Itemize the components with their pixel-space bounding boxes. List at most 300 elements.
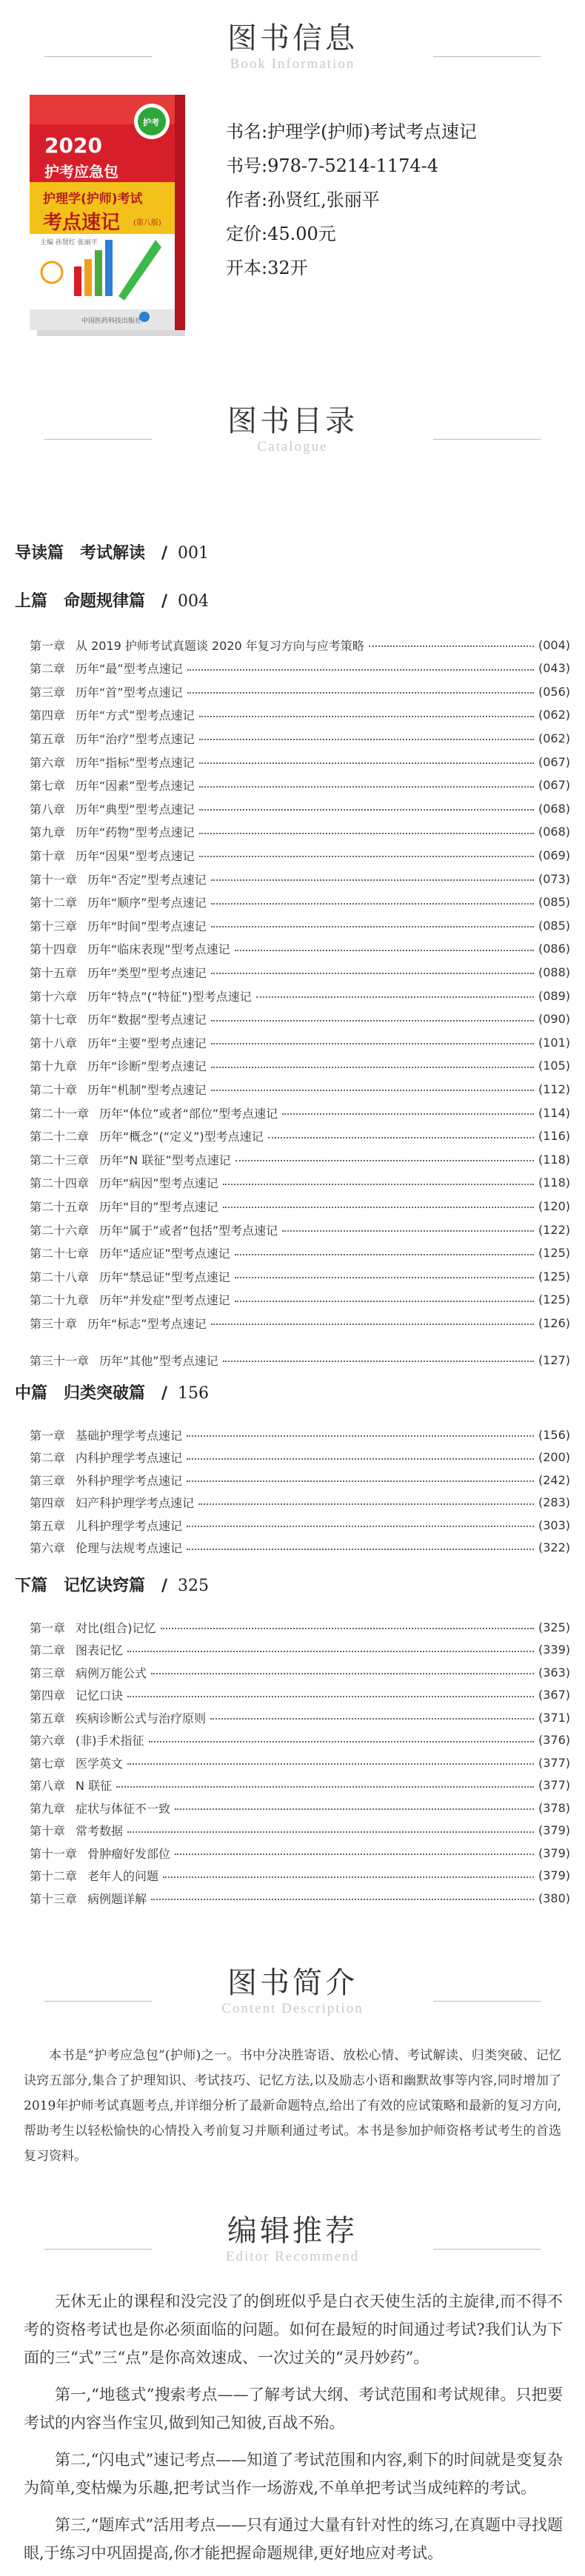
toc-chapter-row	[30, 1866, 570, 1885]
toc-chapter-title: 历年“方式”型考点速记	[76, 708, 195, 723]
toc-chapter-title: 历年“类型”型考点速记	[87, 965, 207, 980]
toc-chapter-number: 第十三章	[30, 1891, 78, 1906]
toc-chapter-number: 第三章	[30, 1473, 66, 1488]
toc-leader-dots	[223, 1184, 534, 1185]
toc-chapter-number: 第二十三章	[30, 1153, 90, 1167]
toc-chapter-title: 历年“时间”型考点速记	[87, 919, 207, 933]
toc-chapter-number: 第六章	[30, 1734, 66, 1748]
toc-part-title: 上篇 命题规律篇 /	[15, 591, 168, 611]
toc-chapter-row	[30, 1776, 570, 1795]
toc-chapter-title: 从 2019 护师考试真题谈 2020 年复习方向与应考策略	[76, 638, 364, 653]
toc-chapter-page: (371)	[538, 1710, 570, 1725]
toc-leader-dots	[199, 809, 534, 811]
cover-publisher: 中国医药科技出版社	[81, 318, 142, 325]
toc-chapter-number: 第十五章	[30, 965, 78, 980]
toc-leader-dots	[210, 1718, 534, 1720]
toc-chapter-title: 历年“病因”型考点速记	[99, 1176, 218, 1191]
toc-chapter-row	[30, 1515, 570, 1534]
info-format-label: 开本:	[226, 258, 268, 278]
toc-chapter-row	[30, 1425, 570, 1444]
toc-chapter-row	[30, 1267, 570, 1286]
toc-chapter-row	[30, 1708, 570, 1727]
toc-part-page: 156	[178, 1384, 210, 1403]
info-isbn: 978-7-5214-1174-4	[267, 155, 439, 176]
toc-chapter-page: (377)	[538, 1755, 570, 1770]
toc-chapter-number: 第十六章	[30, 989, 78, 1004]
toc-chapter-number: 第十四章	[30, 942, 78, 957]
toc-chapter-page: (086)	[538, 942, 570, 956]
toc-chapter-number: 第四章	[30, 1688, 66, 1703]
toc-leader-dots	[127, 1651, 534, 1652]
toc-chapter-number: 第二十六章	[30, 1223, 90, 1238]
toc-chapter-number: 第二十五章	[30, 1199, 90, 1214]
toc-chapter-title: 历年“最”型考点速记	[76, 662, 183, 677]
toc-chapter-row	[30, 1056, 570, 1076]
toc-chapter-page: (125)	[538, 1269, 570, 1284]
toc-leader-dots	[268, 1137, 534, 1138]
section-header-info	[0, 21, 585, 73]
toc-chapter-row	[30, 1196, 570, 1215]
section-subtitle: Catalogue	[257, 439, 328, 455]
toc-chapter-row	[30, 752, 570, 771]
toc-chapter-page: (122)	[538, 1222, 570, 1237]
divider	[433, 439, 541, 440]
toc-chapter-row	[30, 1753, 570, 1772]
toc-leader-dots	[211, 1324, 534, 1325]
toc-part-heading	[15, 1573, 209, 1596]
toc-chapter-number: 第三章	[30, 685, 66, 700]
toc-chapter-row	[30, 1150, 570, 1169]
toc-chapter-page: (068)	[538, 825, 570, 839]
toc-chapter-number: 第二章	[30, 662, 66, 677]
cover-title1: 护理学(护师)考试	[43, 192, 143, 207]
toc-chapter-number: 第六章	[30, 755, 66, 770]
toc-leader-dots	[199, 739, 534, 740]
toc-chapter-page: (303)	[538, 1517, 570, 1532]
toc-chapter-page: (380)	[538, 1891, 570, 1905]
toc-chapter-number: 第四章	[30, 1496, 66, 1510]
toc-part-heading	[15, 588, 209, 611]
recommend-paragraph-2: 第一,“地毯式”搜索考点——了解考试大纲、考试范围和考试规律。只把要考试的内容当作宝贝,做到知己知彼,百战不殆。	[24, 2386, 563, 2432]
toc-chapter-page: (378)	[538, 1800, 570, 1815]
intro-text	[24, 2043, 561, 2169]
toc-chapter-row	[30, 1313, 570, 1332]
toc-leader-dots	[211, 926, 534, 928]
toc-leader-dots	[211, 879, 534, 881]
toc-chapter-title: N 联征	[76, 1779, 113, 1793]
toc-chapter-row	[30, 962, 570, 982]
toc-chapter-title: 历年“属于”或者“包括”型考点速记	[99, 1223, 278, 1238]
toc-leader-dots	[199, 716, 534, 717]
toc-chapter-number: 第八章	[30, 1779, 66, 1793]
toc-leader-dots	[199, 856, 534, 857]
toc-chapter-title: 内科护理学考点速记	[76, 1451, 183, 1465]
toc-chapter-page: (156)	[538, 1427, 570, 1442]
toc-chapter-row	[30, 1821, 570, 1840]
toc-chapter-row	[30, 1663, 570, 1682]
toc-chapter-title: 病例题详解	[87, 1891, 147, 1906]
toc-chapter-page: (322)	[538, 1540, 570, 1554]
toc-chapter-page: (067)	[538, 754, 570, 769]
toc-chapter-title: 骨肿瘤好发部位	[87, 1846, 171, 1861]
toc-leader-dots	[187, 1526, 534, 1527]
toc-leader-dots	[223, 1361, 534, 1362]
section-header-intro	[0, 1965, 585, 2017]
toc-leader-dots	[199, 786, 534, 788]
toc-chapter-number: 第二十章	[30, 1082, 78, 1097]
divider	[44, 439, 152, 440]
section-title: 编辑推荐	[227, 2214, 358, 2248]
toc-chapter-title: 历年“其他”型考点速记	[99, 1353, 218, 1368]
toc-chapter-title: 历年“主要”型考点速记	[87, 1036, 207, 1050]
toc-chapter-page: (118)	[538, 1152, 570, 1167]
recommend-paragraph-1: 无休无止的课程和没完没了的倒班似乎是白衣天使生活的主旋律,而不得不考的资格考试也是你必须面临的问题。如何在最短的时间通过考试?我们认为下面的三“式”三“点”是你高效速成、一次过关的“灵丹妙药”。	[24, 2292, 563, 2367]
cover-year: 2020	[44, 133, 102, 158]
info-isbn-label: 书号:	[226, 155, 268, 176]
toc-chapter-title: 历年“适应证”型考点速记	[99, 1247, 230, 1261]
toc-leader-dots	[211, 903, 534, 905]
toc-leader-dots	[198, 1503, 534, 1505]
toc-chapter-row	[30, 682, 570, 701]
toc-leader-dots	[282, 1113, 534, 1115]
toc-chapter-number: 第十三章	[30, 919, 78, 933]
toc-leader-dots	[127, 1831, 534, 1833]
toc-leader-dots	[211, 1090, 534, 1091]
toc-part-title: 中篇 归类突破篇 /	[15, 1383, 168, 1403]
toc-leader-dots	[256, 996, 534, 998]
info-author: 孙贤红,张丽平	[267, 189, 380, 210]
toc-chapter-row	[30, 1033, 570, 1052]
toc-part-heading	[15, 1381, 209, 1403]
toc-chapter-title: 历年“体位”或者“部位”型考点速记	[99, 1106, 278, 1121]
toc-chapter-number: 第五章	[30, 731, 66, 746]
toc-chapter-row	[30, 1617, 570, 1637]
toc-leader-dots	[175, 1808, 534, 1810]
info-author-label: 作者:	[226, 189, 268, 210]
toc-chapter-page: (339)	[538, 1643, 570, 1657]
toc-leader-dots	[369, 645, 534, 647]
section-title: 图书信息	[227, 21, 358, 56]
toc-chapter-title: 疾病诊断公式与治疗原则	[76, 1711, 207, 1725]
toc-chapter-page: (101)	[538, 1035, 570, 1050]
toc-chapter-title: 历年“典型”型考点速记	[76, 802, 195, 816]
toc-leader-dots	[187, 1480, 534, 1482]
toc-chapter-page: (118)	[538, 1175, 570, 1190]
toc-chapter-row	[30, 986, 570, 1005]
section-subtitle: Editor Recommend	[225, 2249, 360, 2264]
toc-part-title: 导读篇 考试解读 /	[15, 543, 168, 563]
toc-chapter-page: (363)	[538, 1665, 570, 1680]
toc-part-heading	[15, 540, 209, 563]
toc-leader-dots	[223, 1207, 534, 1208]
info-price-label: 定价:	[226, 224, 268, 244]
toc-chapter-row	[30, 822, 570, 842]
toc-chapter-number: 第二十八章	[30, 1269, 90, 1284]
book-cover	[30, 95, 200, 339]
toc-chapter-title: 历年“特点”(“特征”)型考点速记	[87, 989, 252, 1004]
toc-chapter-row	[30, 1173, 570, 1193]
toc-chapter-page: (067)	[538, 778, 570, 793]
toc-chapter-number: 第十章	[30, 848, 66, 863]
section-title: 图书简介	[227, 1966, 358, 2000]
toc-chapter-number: 第十章	[30, 1824, 66, 1838]
toc-chapter-row	[30, 893, 570, 912]
toc-leader-dots	[211, 973, 534, 974]
toc-chapter-number: 第十二章	[30, 896, 78, 910]
toc-chapter-title: 历年“顺序”型考点速记	[87, 896, 207, 910]
toc-chapter-number: 第六章	[30, 1541, 66, 1555]
toc-chapter-row	[30, 1686, 570, 1705]
toc-chapter-title: 医学英文	[76, 1756, 124, 1771]
toc-leader-dots	[175, 1854, 534, 1855]
toc-chapter-number: 第三十章	[30, 1316, 78, 1331]
toc-chapter-page: (283)	[538, 1495, 570, 1509]
toc-chapter-page: (004)	[538, 637, 570, 652]
toc-chapter-page: (062)	[538, 731, 570, 745]
toc-chapter-title: 历年“因果”型考点速记	[76, 848, 195, 863]
toc-chapter-page: (116)	[538, 1129, 570, 1144]
toc-leader-dots	[199, 833, 534, 834]
toc-chapter-title: 历年“指标”型考点速记	[76, 755, 195, 770]
toc-chapter-row	[30, 1843, 570, 1862]
toc-chapter-number: 第一章	[30, 1620, 66, 1635]
toc-chapter-number: 第十一章	[30, 1846, 78, 1861]
toc-chapter-row	[30, 1244, 570, 1263]
toc-part-page: 001	[178, 544, 210, 563]
toc-leader-dots	[127, 1763, 534, 1765]
toc-chapter-row	[30, 1127, 570, 1146]
toc-chapter-number: 第三章	[30, 1666, 66, 1680]
info-title-label: 书名:	[226, 121, 268, 142]
toc-part-page: 004	[178, 592, 210, 611]
toc-leader-dots	[235, 1160, 534, 1161]
toc-chapter-row	[30, 776, 570, 795]
cover-series: 护考应急包	[44, 163, 118, 181]
info-title-row	[226, 115, 574, 149]
toc-chapter-row	[30, 1888, 570, 1908]
toc-chapter-row	[30, 1290, 570, 1309]
info-author-row	[226, 183, 574, 217]
divider	[433, 56, 541, 57]
section-subtitle: Content Description	[221, 2001, 364, 2016]
toc-chapter-row	[30, 659, 570, 678]
toc-leader-dots	[151, 1673, 534, 1674]
toc-chapter-page: (085)	[538, 895, 570, 910]
section-subtitle: Book Information	[230, 56, 355, 72]
toc-chapter-number: 第九章	[30, 825, 66, 840]
toc-chapter-row	[30, 705, 570, 725]
toc-chapter-title: 历年“禁忌证”型考点速记	[99, 1269, 230, 1284]
divider	[433, 2249, 541, 2250]
cover-title2: 考点速记	[43, 212, 121, 234]
recommend-text	[24, 2287, 563, 2576]
toc-chapter-page: (126)	[538, 1315, 570, 1330]
toc-chapter-number: 第二章	[30, 1451, 66, 1465]
toc-chapter-page: (090)	[538, 1012, 570, 1027]
toc-leader-dots	[187, 669, 534, 671]
toc-leader-dots	[211, 1043, 534, 1044]
toc-chapter-row	[30, 728, 570, 748]
toc-chapter-page: (114)	[538, 1105, 570, 1120]
toc-leader-dots	[211, 1020, 534, 1022]
toc-chapter-page: (069)	[538, 848, 570, 862]
toc-chapter-page: (125)	[538, 1292, 570, 1307]
toc-chapter-title: 历年“标志”型考点速记	[87, 1316, 207, 1331]
toc-chapter-title: 历年“并发症”型考点速记	[99, 1293, 230, 1308]
toc-chapter-page: (379)	[538, 1823, 570, 1837]
toc-chapter-title: 历年“数据”型考点速记	[87, 1013, 207, 1027]
info-format: 32开	[267, 258, 308, 278]
toc-leader-dots	[127, 1696, 534, 1697]
toc-chapter-title: 历年“机制”型考点速记	[87, 1082, 207, 1097]
toc-chapter-page: (043)	[538, 661, 570, 676]
toc-chapter-page: (089)	[538, 988, 570, 1003]
toc-chapter-title: 基础护理学考点速记	[76, 1428, 183, 1443]
toc-part-title: 下篇 记忆诀窍篇 /	[15, 1576, 168, 1595]
toc-chapter-row	[30, 1640, 570, 1660]
toc-leader-dots	[235, 1254, 534, 1255]
toc-chapter-page: (085)	[538, 918, 570, 933]
toc-leader-dots	[282, 1230, 534, 1232]
toc-chapter-number: 第七章	[30, 779, 66, 794]
toc-chapter-number: 第七章	[30, 1756, 66, 1771]
section-header-toc	[0, 403, 585, 455]
toc-chapter-number: 第八章	[30, 802, 66, 816]
toc-chapter-row	[30, 1493, 570, 1512]
toc-chapter-title: 历年“概念”(“定义”)型考点速记	[99, 1130, 264, 1144]
toc-chapter-row	[30, 1448, 570, 1467]
divider	[44, 2249, 152, 2250]
toc-chapter-page: (127)	[538, 1352, 570, 1367]
toc-chapter-number: 第三十一章	[30, 1353, 90, 1368]
toc-chapter-row	[30, 1220, 570, 1239]
toc-chapter-title: 历年“诊断”型考点速记	[87, 1059, 207, 1074]
toc-chapter-title: 症状与体征不一致	[76, 1801, 171, 1816]
info-title: 护理学(护师)考试考点速记	[267, 121, 477, 142]
toc-chapter-page: (200)	[538, 1450, 570, 1464]
toc-chapter-page: (379)	[538, 1845, 570, 1860]
toc-chapter-page: (125)	[538, 1246, 570, 1261]
toc-chapter-title: 对比(组合)记忆	[76, 1620, 156, 1635]
toc-chapter-number: 第一章	[30, 638, 66, 653]
toc-chapter-row	[30, 869, 570, 888]
toc-leader-dots	[163, 1876, 534, 1878]
toc-chapter-page: (088)	[538, 965, 570, 979]
toc-chapter-row	[30, 1103, 570, 1122]
toc-chapter-row	[30, 1350, 570, 1369]
toc-chapter-number: 第二十四章	[30, 1176, 90, 1191]
toc-chapter-page: (062)	[538, 708, 570, 722]
toc-leader-dots	[149, 1741, 534, 1743]
toc-leader-dots	[199, 762, 534, 764]
toc-chapter-title: 历年“目的”型考点速记	[99, 1199, 218, 1214]
toc-leader-dots	[116, 1786, 534, 1788]
info-price: 45.00元	[267, 224, 336, 244]
toc-chapter-page: (105)	[538, 1059, 570, 1073]
toc-chapter-page: (068)	[538, 801, 570, 816]
section-title: 图书目录	[227, 404, 358, 438]
toc-chapter-title: 历年“因素”型考点速记	[76, 779, 195, 794]
toc-chapter-row	[30, 939, 570, 959]
toc-chapter-row	[30, 1470, 570, 1489]
toc-chapter-title: 历年“药物”型考点速记	[76, 825, 195, 840]
toc-chapter-title: 妇产科护理学考点速记	[76, 1496, 195, 1510]
toc-chapter-title: 历年“N 联征”型考点速记	[99, 1153, 231, 1167]
divider	[44, 2001, 152, 2002]
toc-chapter-page: (377)	[538, 1778, 570, 1792]
toc-leader-dots	[211, 1067, 534, 1068]
toc-chapter-number: 第二十九章	[30, 1293, 90, 1308]
divider	[433, 2001, 541, 2002]
toc-chapter-page: (112)	[538, 1081, 570, 1096]
toc-chapter-title: 图表记忆	[76, 1643, 124, 1657]
cover-authors: 主编 孙贤红 张丽平	[40, 239, 98, 246]
toc-chapter-page: (120)	[538, 1198, 570, 1213]
toc-chapter-title: 历年“治疗”型考点速记	[76, 731, 195, 746]
toc-chapter-row	[30, 635, 570, 654]
book-info	[226, 115, 574, 285]
toc-chapter-page: (242)	[538, 1472, 570, 1487]
toc-leader-dots	[187, 1549, 534, 1550]
toc-chapter-number: 第五章	[30, 1518, 66, 1533]
toc-chapter-number: 第二章	[30, 1643, 66, 1657]
toc-chapter-title: 历年“临床表现”型考点速记	[87, 942, 230, 957]
toc-leader-dots	[151, 1899, 534, 1900]
section-header-rec	[0, 2213, 585, 2265]
toc-chapter-title: 历年“首”型考点速记	[76, 685, 183, 700]
toc-leader-dots	[187, 692, 534, 694]
toc-leader-dots	[235, 950, 534, 951]
toc-chapter-title: 老年人的问题	[87, 1869, 159, 1883]
toc-leader-dots	[235, 1277, 534, 1278]
toc-chapter-number: 第十七章	[30, 1013, 78, 1027]
toc-chapter-row	[30, 1010, 570, 1029]
toc-chapter-title: 常考数据	[76, 1824, 124, 1838]
toc-chapter-title: 外科护理学考点速记	[76, 1473, 183, 1488]
toc-chapter-number: 第十八章	[30, 1036, 78, 1050]
toc-chapter-row	[30, 916, 570, 935]
toc-chapter-title: 伦理与法规考点速记	[76, 1541, 183, 1555]
toc-chapter-row	[30, 1538, 570, 1557]
toc-leader-dots	[187, 1435, 534, 1437]
toc-chapter-row	[30, 799, 570, 818]
divider	[44, 56, 152, 57]
toc-chapter-number: 第二十二章	[30, 1130, 90, 1144]
toc-part-page: 325	[178, 1577, 210, 1595]
toc-chapter-page: (056)	[538, 684, 570, 699]
toc-chapter-row	[30, 845, 570, 865]
toc-leader-dots	[187, 1458, 534, 1460]
cover-edition: (第八版)	[133, 219, 161, 227]
toc-chapter-number: 第九章	[30, 1801, 66, 1816]
toc-chapter-row	[30, 1079, 570, 1099]
toc-leader-dots	[235, 1301, 534, 1302]
info-isbn-row	[226, 149, 574, 183]
toc-chapter-number: 第十一章	[30, 872, 78, 887]
toc-chapter-title: 历年“否定”型考点速记	[87, 872, 207, 887]
toc-chapter-number: 第二十一章	[30, 1106, 90, 1121]
toc-chapter-row	[30, 1731, 570, 1750]
toc-chapter-page: (325)	[538, 1620, 570, 1634]
toc-chapter-number: 第十二章	[30, 1869, 78, 1883]
toc-chapter-page: (367)	[538, 1688, 570, 1702]
toc-chapter-number: 第五章	[30, 1711, 66, 1725]
recommend-paragraph-3: 第二,“闪电式”速记考点——知道了考试范围和内容,剩下的时间就是变复杂为简单,变枯燥为乐趣,把考试当作一场游戏,不单单把考试当成纯粹的考试。	[24, 2451, 563, 2497]
toc-chapter-title: 病例万能公式	[76, 1666, 147, 1680]
toc-chapter-title: 儿科护理学考点速记	[76, 1518, 183, 1533]
intro-paragraph: 本书是“护考应急包”(护师)之一。书中分决胜寄语、放松心情、考试解读、归类突破、记忆诀窍五部分,集合了护理知识、考试技巧、记忆方法,以及励志小语和幽默故事等内容,同时增加了2019年护师考试真题考点,并详细分析了最新命题特点,给出了有效的应试策略和最新的复习方向,帮助考生以轻松愉快的心情投入考前复习并顺利通过考试。本书是参加护师资格考试考生的首选复习资料。	[24, 2048, 561, 2164]
toc-chapter-number: 第四章	[30, 708, 66, 723]
